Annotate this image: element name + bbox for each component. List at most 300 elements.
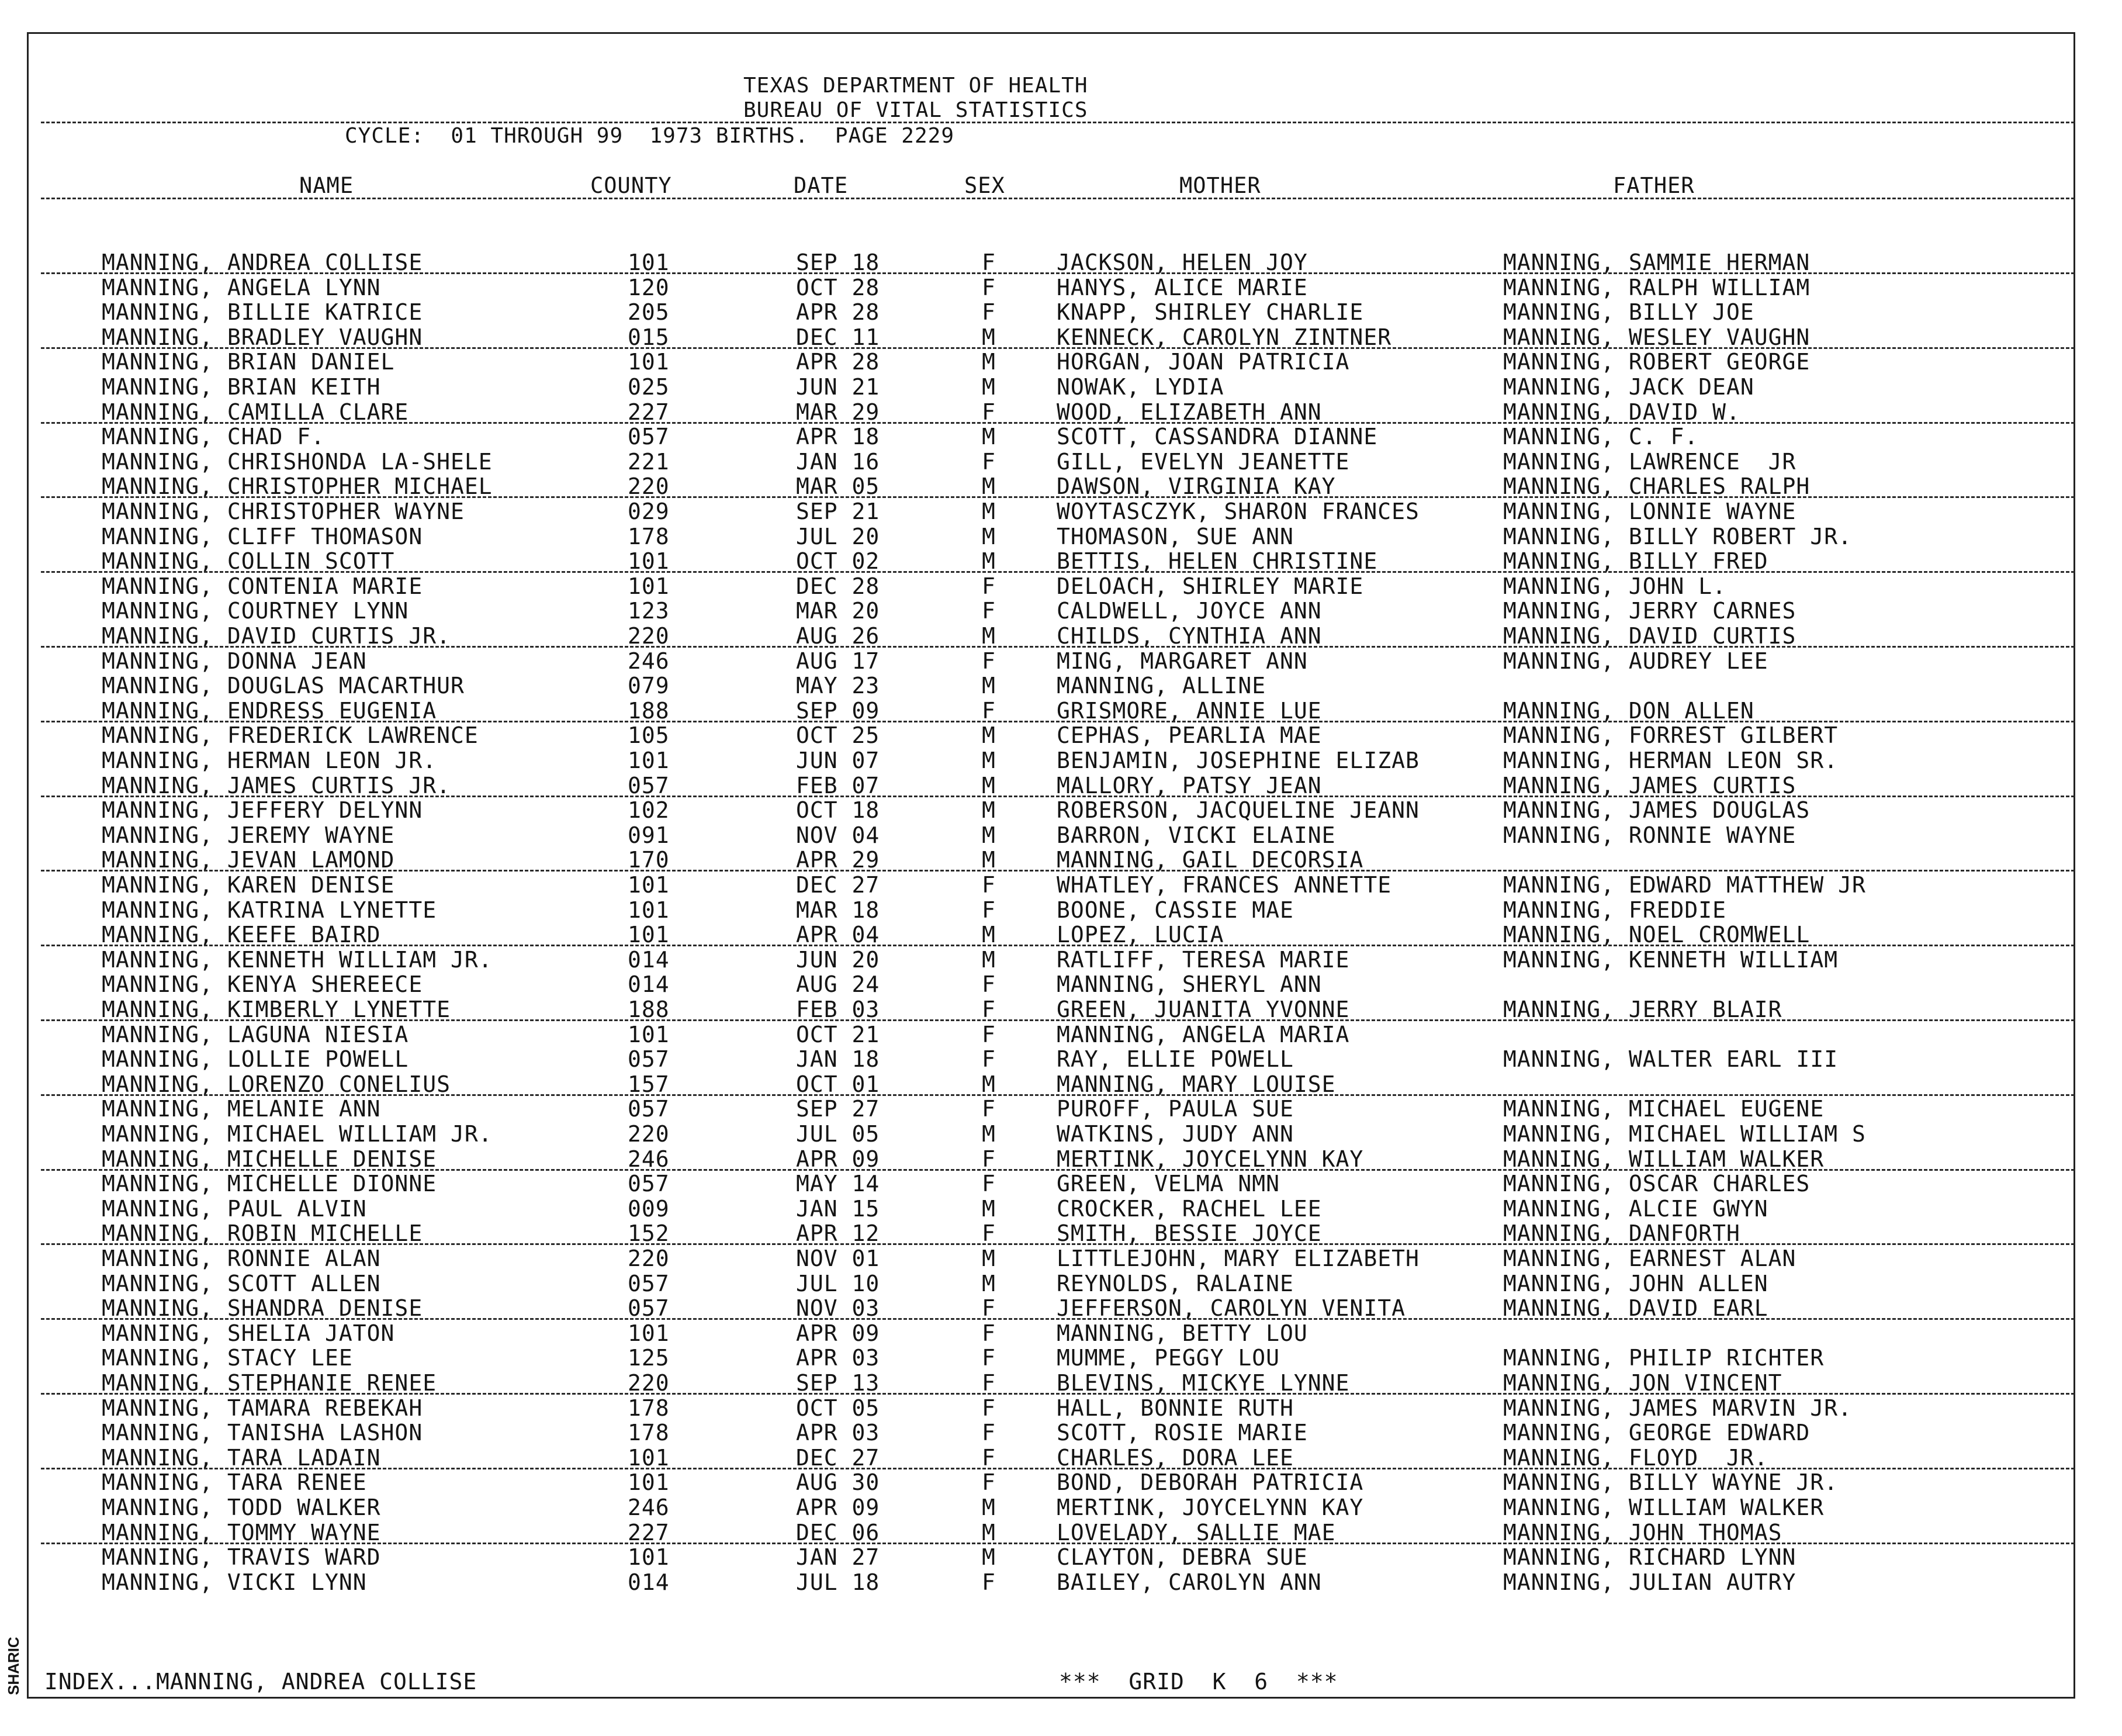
record-county: 057 bbox=[628, 1046, 670, 1073]
record-mother: LOVELADY, SALLIE MAE bbox=[1057, 1519, 1336, 1545]
record-father: MANNING, JON VINCENT bbox=[1503, 1370, 1782, 1396]
record-mother: KNAPP, SHIRLEY CHARLIE bbox=[1057, 299, 1364, 326]
record-sex: M bbox=[982, 922, 996, 948]
table-row bbox=[0, 599, 2122, 623]
table-row bbox=[0, 1246, 2122, 1271]
table-row bbox=[0, 1171, 2122, 1196]
record-county: 157 bbox=[628, 1071, 670, 1097]
record-date: NOV 04 bbox=[796, 822, 880, 848]
record-name: MANNING, JEREMY WAYNE bbox=[102, 822, 395, 848]
record-county: 178 bbox=[628, 523, 670, 549]
record-date: OCT 05 bbox=[796, 1395, 880, 1421]
record-county: 123 bbox=[628, 598, 670, 624]
table-row bbox=[0, 1420, 2122, 1445]
record-name: MANNING, DOUGLAS MACARTHUR bbox=[102, 673, 465, 699]
table-row bbox=[0, 1321, 2122, 1346]
record-sex: F bbox=[982, 399, 996, 425]
record-father: MANNING, JAMES DOUGLAS bbox=[1503, 797, 1811, 824]
table-row bbox=[0, 798, 2122, 822]
record-mother: HALL, BONNIE RUTH bbox=[1057, 1395, 1294, 1421]
record-name: MANNING, SHELIA JATON bbox=[102, 1320, 395, 1346]
record-date: DEC 11 bbox=[796, 324, 880, 350]
record-county: 188 bbox=[628, 697, 670, 724]
table-row bbox=[0, 1520, 2122, 1545]
record-father: MANNING, BILLY WAYNE JR. bbox=[1503, 1469, 1839, 1496]
record-name: MANNING, TAMARA REBEKAH bbox=[102, 1395, 423, 1421]
record-sex: M bbox=[982, 748, 996, 773]
record-date: DEC 28 bbox=[796, 573, 880, 599]
record-mother: WOYTASCZYK, SHARON FRANCES bbox=[1057, 499, 1420, 524]
record-mother: CEPHAS, PEARLIA MAE bbox=[1057, 722, 1322, 749]
table-row bbox=[0, 922, 2122, 947]
record-mother: BLEVINS, MICKYE LYNNE bbox=[1057, 1370, 1350, 1396]
record-date: APR 03 bbox=[796, 1420, 880, 1446]
row-rule bbox=[41, 1243, 2075, 1245]
record-father: MANNING, CHARLES RALPH bbox=[1503, 473, 1811, 500]
record-mother: WOOD, ELIZABETH ANN bbox=[1057, 399, 1322, 425]
record-date: AUG 17 bbox=[796, 648, 880, 674]
table-row bbox=[0, 972, 2122, 997]
record-county: 170 bbox=[628, 847, 670, 873]
table-row bbox=[0, 375, 2122, 399]
record-sex: M bbox=[982, 623, 996, 649]
row-rule bbox=[41, 1019, 2075, 1021]
record-mother: CHARLES, DORA LEE bbox=[1057, 1444, 1294, 1471]
record-mother: JEFFERSON, CAROLYN VENITA bbox=[1057, 1295, 1406, 1322]
table-row bbox=[0, 1445, 2122, 1470]
department-title: TEXAS DEPARTMENT OF HEALTH bbox=[743, 74, 1088, 98]
table-row bbox=[0, 1495, 2122, 1520]
record-name: MANNING, TOMMY WAYNE bbox=[102, 1519, 381, 1545]
record-county: 101 bbox=[628, 897, 670, 923]
row-rule bbox=[41, 347, 2075, 349]
record-county: 101 bbox=[628, 1469, 670, 1496]
table-row bbox=[0, 300, 2122, 324]
record-name: MANNING, STACY LEE bbox=[102, 1345, 353, 1371]
record-date: JUN 07 bbox=[796, 748, 880, 773]
table-row bbox=[0, 1371, 2122, 1395]
record-father: MANNING, ALCIE GWYN bbox=[1503, 1195, 1768, 1222]
record-father: MANNING, DANFORTH bbox=[1503, 1220, 1740, 1247]
record-county: 079 bbox=[628, 673, 670, 699]
record-father: MANNING, JERRY BLAIR bbox=[1503, 997, 1782, 1022]
record-father: MANNING, AUDREY LEE bbox=[1503, 648, 1768, 674]
record-date: OCT 02 bbox=[796, 548, 880, 575]
record-name: MANNING, CHRISTOPHER MICHAEL bbox=[102, 473, 493, 500]
record-father: MANNING, C. F. bbox=[1503, 424, 1699, 450]
grid-label: *** GRID K 6 *** bbox=[1059, 1669, 1338, 1694]
record-county: 220 bbox=[628, 473, 670, 500]
record-sex: F bbox=[982, 1395, 996, 1421]
record-mother: RAY, ELLIE POWELL bbox=[1057, 1046, 1294, 1073]
record-mother: BARRON, VICKI ELAINE bbox=[1057, 822, 1336, 848]
header-rule-top bbox=[41, 122, 2075, 123]
record-father: MANNING, DAVID EARL bbox=[1503, 1295, 1768, 1322]
record-sex: F bbox=[982, 250, 996, 275]
record-date: FEB 07 bbox=[796, 772, 880, 798]
record-father: MANNING, BILLY FRED bbox=[1503, 548, 1768, 575]
record-name: MANNING, MICHELLE DIONNE bbox=[102, 1171, 437, 1197]
record-county: 014 bbox=[628, 971, 670, 998]
record-name: MANNING, COURTNEY LYNN bbox=[102, 598, 409, 624]
record-sex: M bbox=[982, 1195, 996, 1222]
record-father: MANNING, JOHN THOMAS bbox=[1503, 1519, 1782, 1545]
record-mother: MANNING, GAIL DECORSIA bbox=[1057, 847, 1364, 873]
record-name: MANNING, STEPHANIE RENEE bbox=[102, 1370, 437, 1396]
record-sex: F bbox=[982, 1569, 996, 1595]
record-father: MANNING, BILLY JOE bbox=[1503, 299, 1754, 326]
record-county: 009 bbox=[628, 1195, 670, 1222]
cycle-line: CYCLE: 01 THROUGH 99 1973 BIRTHS. PAGE 2229 bbox=[345, 124, 954, 148]
table-row bbox=[0, 1022, 2122, 1047]
record-date: OCT 01 bbox=[796, 1071, 880, 1097]
record-mother: MANNING, ALLINE bbox=[1057, 673, 1266, 699]
record-sex: M bbox=[982, 374, 996, 400]
record-father: MANNING, WILLIAM WALKER bbox=[1503, 1146, 1825, 1172]
record-county: 101 bbox=[628, 922, 670, 948]
record-county: 101 bbox=[628, 349, 670, 375]
record-mother: SCOTT, ROSIE MARIE bbox=[1057, 1420, 1308, 1446]
record-date: FEB 03 bbox=[796, 997, 880, 1022]
record-name: MANNING, CONTENIA MARIE bbox=[102, 573, 423, 599]
record-county: 120 bbox=[628, 274, 670, 300]
record-mother: CHILDS, CYNTHIA ANN bbox=[1057, 623, 1322, 649]
record-mother: MANNING, MARY LOUISE bbox=[1057, 1071, 1336, 1097]
record-mother: CLAYTON, DEBRA SUE bbox=[1057, 1544, 1308, 1571]
record-county: 220 bbox=[628, 1121, 670, 1147]
record-mother: RATLIFF, TERESA MARIE bbox=[1057, 946, 1350, 973]
record-county: 178 bbox=[628, 1395, 670, 1421]
column-header-name: NAME bbox=[299, 173, 354, 198]
row-rule bbox=[41, 945, 2075, 946]
table-row bbox=[0, 1545, 2122, 1569]
record-sex: M bbox=[982, 548, 996, 575]
record-sex: F bbox=[982, 1146, 996, 1172]
record-sex: F bbox=[982, 997, 996, 1022]
record-sex: F bbox=[982, 573, 996, 599]
record-mother: SCOTT, CASSANDRA DIANNE bbox=[1057, 424, 1378, 450]
record-name: MANNING, CHRISHONDA LA-SHELE bbox=[102, 448, 493, 475]
record-sex: M bbox=[982, 473, 996, 500]
record-father: MANNING, FLOYD JR. bbox=[1503, 1444, 1768, 1471]
record-date: NOV 01 bbox=[796, 1246, 880, 1271]
record-name: MANNING, BRADLEY VAUGHN bbox=[102, 324, 423, 350]
record-mother: MUMME, PEGGY LOU bbox=[1057, 1345, 1280, 1371]
row-rule bbox=[41, 870, 2075, 872]
record-name: MANNING, LOLLIE POWELL bbox=[102, 1046, 409, 1073]
record-name: MANNING, ROBIN MICHELLE bbox=[102, 1220, 423, 1247]
record-sex: M bbox=[982, 673, 996, 699]
table-row bbox=[0, 698, 2122, 723]
record-sex: M bbox=[982, 1246, 996, 1271]
record-sex: M bbox=[982, 772, 996, 798]
record-name: MANNING, TARA RENEE bbox=[102, 1469, 367, 1496]
table-row bbox=[0, 250, 2122, 275]
record-father: MANNING, WESLEY VAUGHN bbox=[1503, 324, 1811, 350]
row-rule bbox=[41, 796, 2075, 797]
record-name: MANNING, HERMAN LEON JR. bbox=[102, 748, 437, 773]
record-county: 178 bbox=[628, 1420, 670, 1446]
record-date: SEP 18 bbox=[796, 250, 880, 275]
record-date: JUL 05 bbox=[796, 1121, 880, 1147]
row-rule bbox=[41, 422, 2075, 424]
record-father: MANNING, DAVID CURTIS bbox=[1503, 623, 1796, 649]
record-sex: F bbox=[982, 1444, 996, 1471]
table-row bbox=[0, 1271, 2122, 1296]
record-mother: NOWAK, LYDIA bbox=[1057, 374, 1224, 400]
table-row bbox=[0, 673, 2122, 698]
column-header-county: COUNTY bbox=[590, 173, 672, 198]
record-father: MANNING, JAMES CURTIS bbox=[1503, 772, 1796, 798]
record-county: 057 bbox=[628, 772, 670, 798]
table-row bbox=[0, 325, 2122, 350]
record-county: 025 bbox=[628, 374, 670, 400]
record-father: MANNING, DAVID W. bbox=[1503, 399, 1740, 425]
record-county: 220 bbox=[628, 1246, 670, 1271]
table-row bbox=[0, 1122, 2122, 1146]
record-county: 152 bbox=[628, 1220, 670, 1247]
record-mother: HORGAN, JOAN PATRICIA bbox=[1057, 349, 1350, 375]
column-header-sex: SEX bbox=[964, 173, 1005, 198]
record-father: MANNING, GEORGE EDWARD bbox=[1503, 1420, 1811, 1446]
record-mother: BENJAMIN, JOSEPHINE ELIZAB bbox=[1057, 748, 1420, 773]
record-mother: BOONE, CASSIE MAE bbox=[1057, 897, 1294, 923]
record-name: MANNING, VICKI LYNN bbox=[102, 1569, 367, 1595]
table-row bbox=[0, 1296, 2122, 1320]
record-sex: F bbox=[982, 1420, 996, 1446]
row-rule bbox=[41, 1393, 2075, 1395]
record-name: MANNING, MELANIE ANN bbox=[102, 1096, 381, 1122]
record-name: MANNING, CHRISTOPHER WAYNE bbox=[102, 499, 465, 524]
record-mother: PUROFF, PAULA SUE bbox=[1057, 1096, 1294, 1122]
record-county: 246 bbox=[628, 648, 670, 674]
record-date: JUL 20 bbox=[796, 523, 880, 549]
table-row bbox=[0, 350, 2122, 374]
record-name: MANNING, BRIAN KEITH bbox=[102, 374, 381, 400]
record-name: MANNING, TRAVIS WARD bbox=[102, 1544, 381, 1571]
record-date: APR 18 bbox=[796, 424, 880, 450]
record-name: MANNING, CHAD F. bbox=[102, 424, 326, 450]
record-county: 057 bbox=[628, 1295, 670, 1322]
record-father: MANNING, PHILIP RICHTER bbox=[1503, 1345, 1825, 1371]
record-name: MANNING, MICHELLE DENISE bbox=[102, 1146, 437, 1172]
table-row bbox=[0, 748, 2122, 773]
row-rule bbox=[41, 1169, 2075, 1171]
record-sex: M bbox=[982, 797, 996, 824]
record-mother: JACKSON, HELEN JOY bbox=[1057, 250, 1308, 275]
record-mother: MANNING, BETTY LOU bbox=[1057, 1320, 1308, 1346]
record-sex: F bbox=[982, 598, 996, 624]
table-row bbox=[0, 1470, 2122, 1495]
table-row bbox=[0, 1147, 2122, 1171]
table-row bbox=[0, 424, 2122, 449]
record-name: MANNING, JAMES CURTIS JR. bbox=[102, 772, 451, 798]
record-sex: F bbox=[982, 897, 996, 923]
record-name: MANNING, PAUL ALVIN bbox=[102, 1195, 367, 1222]
row-rule bbox=[41, 1543, 2075, 1544]
record-date: MAR 05 bbox=[796, 473, 880, 500]
record-mother: GREEN, JUANITA YVONNE bbox=[1057, 997, 1350, 1022]
record-name: MANNING, RONNIE ALAN bbox=[102, 1246, 381, 1271]
table-row bbox=[0, 1221, 2122, 1246]
record-name: MANNING, BILLIE KATRICE bbox=[102, 299, 423, 326]
record-county: 125 bbox=[628, 1345, 670, 1371]
record-county: 221 bbox=[628, 448, 670, 475]
record-county: 101 bbox=[628, 872, 670, 898]
column-header-father: FATHER bbox=[1613, 173, 1695, 198]
record-mother: GRISMORE, ANNIE LUE bbox=[1057, 697, 1322, 724]
record-sex: M bbox=[982, 349, 996, 375]
record-sex: F bbox=[982, 1021, 996, 1047]
row-rule bbox=[41, 1094, 2075, 1096]
table-row bbox=[0, 499, 2122, 524]
record-mother: GILL, EVELYN JEANETTE bbox=[1057, 448, 1350, 475]
record-mother: CALDWELL, JOYCE ANN bbox=[1057, 598, 1322, 624]
table-row bbox=[0, 574, 2122, 599]
record-father: MANNING, JACK DEAN bbox=[1503, 374, 1754, 400]
record-county: 227 bbox=[628, 1519, 670, 1545]
record-date: DEC 06 bbox=[796, 1519, 880, 1545]
table-row bbox=[0, 474, 2122, 499]
record-mother: BAILEY, CAROLYN ANN bbox=[1057, 1569, 1322, 1595]
record-mother: THOMASON, SUE ANN bbox=[1057, 523, 1294, 549]
record-name: MANNING, JEFFERY DELYNN bbox=[102, 797, 423, 824]
record-county: 057 bbox=[628, 1096, 670, 1122]
record-date: NOV 03 bbox=[796, 1295, 880, 1322]
record-sex: M bbox=[982, 424, 996, 450]
record-date: JUL 18 bbox=[796, 1569, 880, 1595]
record-date: OCT 18 bbox=[796, 797, 880, 824]
record-date: MAY 14 bbox=[796, 1171, 880, 1197]
record-mother: GREEN, VELMA NMN bbox=[1057, 1171, 1280, 1197]
record-county: 101 bbox=[628, 548, 670, 575]
record-father: MANNING, JOHN ALLEN bbox=[1503, 1270, 1768, 1296]
row-rule bbox=[41, 646, 2075, 648]
record-name: MANNING, CLIFF THOMASON bbox=[102, 523, 423, 549]
record-mother: DELOACH, SHIRLEY MARIE bbox=[1057, 573, 1364, 599]
row-rule bbox=[41, 571, 2075, 573]
table-row bbox=[0, 649, 2122, 673]
record-sex: M bbox=[982, 847, 996, 873]
record-sex: F bbox=[982, 1295, 996, 1322]
record-father: MANNING, FREDDIE bbox=[1503, 897, 1727, 923]
record-date: APR 29 bbox=[796, 847, 880, 873]
table-row bbox=[0, 1097, 2122, 1121]
record-mother: DAWSON, VIRGINIA KAY bbox=[1057, 473, 1336, 500]
record-name: MANNING, LAGUNA NIESIA bbox=[102, 1021, 409, 1047]
record-date: APR 09 bbox=[796, 1495, 880, 1520]
record-sex: F bbox=[982, 1320, 996, 1346]
record-father: MANNING, JERRY CARNES bbox=[1503, 598, 1796, 624]
record-name: MANNING, KAREN DENISE bbox=[102, 872, 395, 898]
record-father: MANNING, NOEL CROMWELL bbox=[1503, 922, 1811, 948]
table-row bbox=[0, 723, 2122, 748]
record-date: APR 04 bbox=[796, 922, 880, 948]
table-row bbox=[0, 1346, 2122, 1370]
record-county: 091 bbox=[628, 822, 670, 848]
record-date: JUL 10 bbox=[796, 1270, 880, 1296]
record-father: MANNING, LONNIE WAYNE bbox=[1503, 499, 1796, 524]
record-father: MANNING, ROBERT GEORGE bbox=[1503, 349, 1811, 375]
record-date: APR 12 bbox=[796, 1220, 880, 1247]
record-date: JAN 18 bbox=[796, 1046, 880, 1073]
record-sex: F bbox=[982, 274, 996, 300]
column-header-rule bbox=[41, 198, 2075, 199]
record-date: AUG 24 bbox=[796, 971, 880, 998]
record-mother: WHATLEY, FRANCES ANNETTE bbox=[1057, 872, 1392, 898]
record-county: 101 bbox=[628, 1544, 670, 1571]
record-father: MANNING, MICHAEL WILLIAM S bbox=[1503, 1121, 1866, 1147]
record-mother: MERTINK, JOYCELYNN KAY bbox=[1057, 1495, 1364, 1520]
record-mother: MANNING, SHERYL ANN bbox=[1057, 971, 1322, 998]
record-sex: M bbox=[982, 523, 996, 549]
record-date: MAR 29 bbox=[796, 399, 880, 425]
record-date: APR 28 bbox=[796, 299, 880, 326]
column-header-date: DATE bbox=[794, 173, 849, 198]
record-name: MANNING, KENYA SHEREECE bbox=[102, 971, 423, 998]
record-father: MANNING, RICHARD LYNN bbox=[1503, 1544, 1796, 1571]
record-date: AUG 26 bbox=[796, 623, 880, 649]
record-county: 057 bbox=[628, 1171, 670, 1197]
record-county: 101 bbox=[628, 250, 670, 275]
record-father: MANNING, KENNETH WILLIAM bbox=[1503, 946, 1839, 973]
record-sex: F bbox=[982, 299, 996, 326]
record-date: APR 09 bbox=[796, 1146, 880, 1172]
record-father: MANNING, HERMAN LEON SR. bbox=[1503, 748, 1839, 773]
record-county: 220 bbox=[628, 623, 670, 649]
table-row bbox=[0, 400, 2122, 424]
record-date: MAR 18 bbox=[796, 897, 880, 923]
record-sex: F bbox=[982, 1370, 996, 1396]
record-name: MANNING, COLLIN SCOTT bbox=[102, 548, 395, 575]
record-father: MANNING, RONNIE WAYNE bbox=[1503, 822, 1796, 848]
record-county: 015 bbox=[628, 324, 670, 350]
record-county: 029 bbox=[628, 499, 670, 524]
record-date: OCT 28 bbox=[796, 274, 880, 300]
record-date: JUN 20 bbox=[796, 946, 880, 973]
record-name: MANNING, KATRINA LYNETTE bbox=[102, 897, 437, 923]
table-row bbox=[0, 624, 2122, 648]
record-name: MANNING, TANISHA LASHON bbox=[102, 1420, 423, 1446]
record-father: MANNING, JOHN L. bbox=[1503, 573, 1727, 599]
record-name: MANNING, CAMILLA CLARE bbox=[102, 399, 409, 425]
record-mother: MANNING, ANGELA MARIA bbox=[1057, 1021, 1350, 1047]
record-county: 101 bbox=[628, 1444, 670, 1471]
record-sex: M bbox=[982, 499, 996, 524]
record-father: MANNING, OSCAR CHARLES bbox=[1503, 1171, 1811, 1197]
record-county: 105 bbox=[628, 722, 670, 749]
record-date: OCT 21 bbox=[796, 1021, 880, 1047]
record-name: MANNING, SCOTT ALLEN bbox=[102, 1270, 381, 1296]
record-name: MANNING, TODD WALKER bbox=[102, 1495, 381, 1520]
record-county: 205 bbox=[628, 299, 670, 326]
record-father: MANNING, JULIAN AUTRY bbox=[1503, 1569, 1796, 1595]
table-row bbox=[0, 1396, 2122, 1420]
record-name: MANNING, ANDREA COLLISE bbox=[102, 250, 423, 275]
record-county: 014 bbox=[628, 946, 670, 973]
record-sex: F bbox=[982, 448, 996, 475]
column-header-mother: MOTHER bbox=[1179, 173, 1261, 198]
record-county: 057 bbox=[628, 424, 670, 450]
table-row bbox=[0, 1072, 2122, 1097]
record-sex: F bbox=[982, 697, 996, 724]
record-mother: REYNOLDS, RALAINE bbox=[1057, 1270, 1294, 1296]
record-name: MANNING, SHANDRA DENISE bbox=[102, 1295, 423, 1322]
record-name: MANNING, KEEFE BAIRD bbox=[102, 922, 381, 948]
record-name: MANNING, ENDRESS EUGENIA bbox=[102, 697, 437, 724]
record-father: MANNING, MICHAEL EUGENE bbox=[1503, 1096, 1825, 1122]
record-father: MANNING, EARNEST ALAN bbox=[1503, 1246, 1796, 1271]
